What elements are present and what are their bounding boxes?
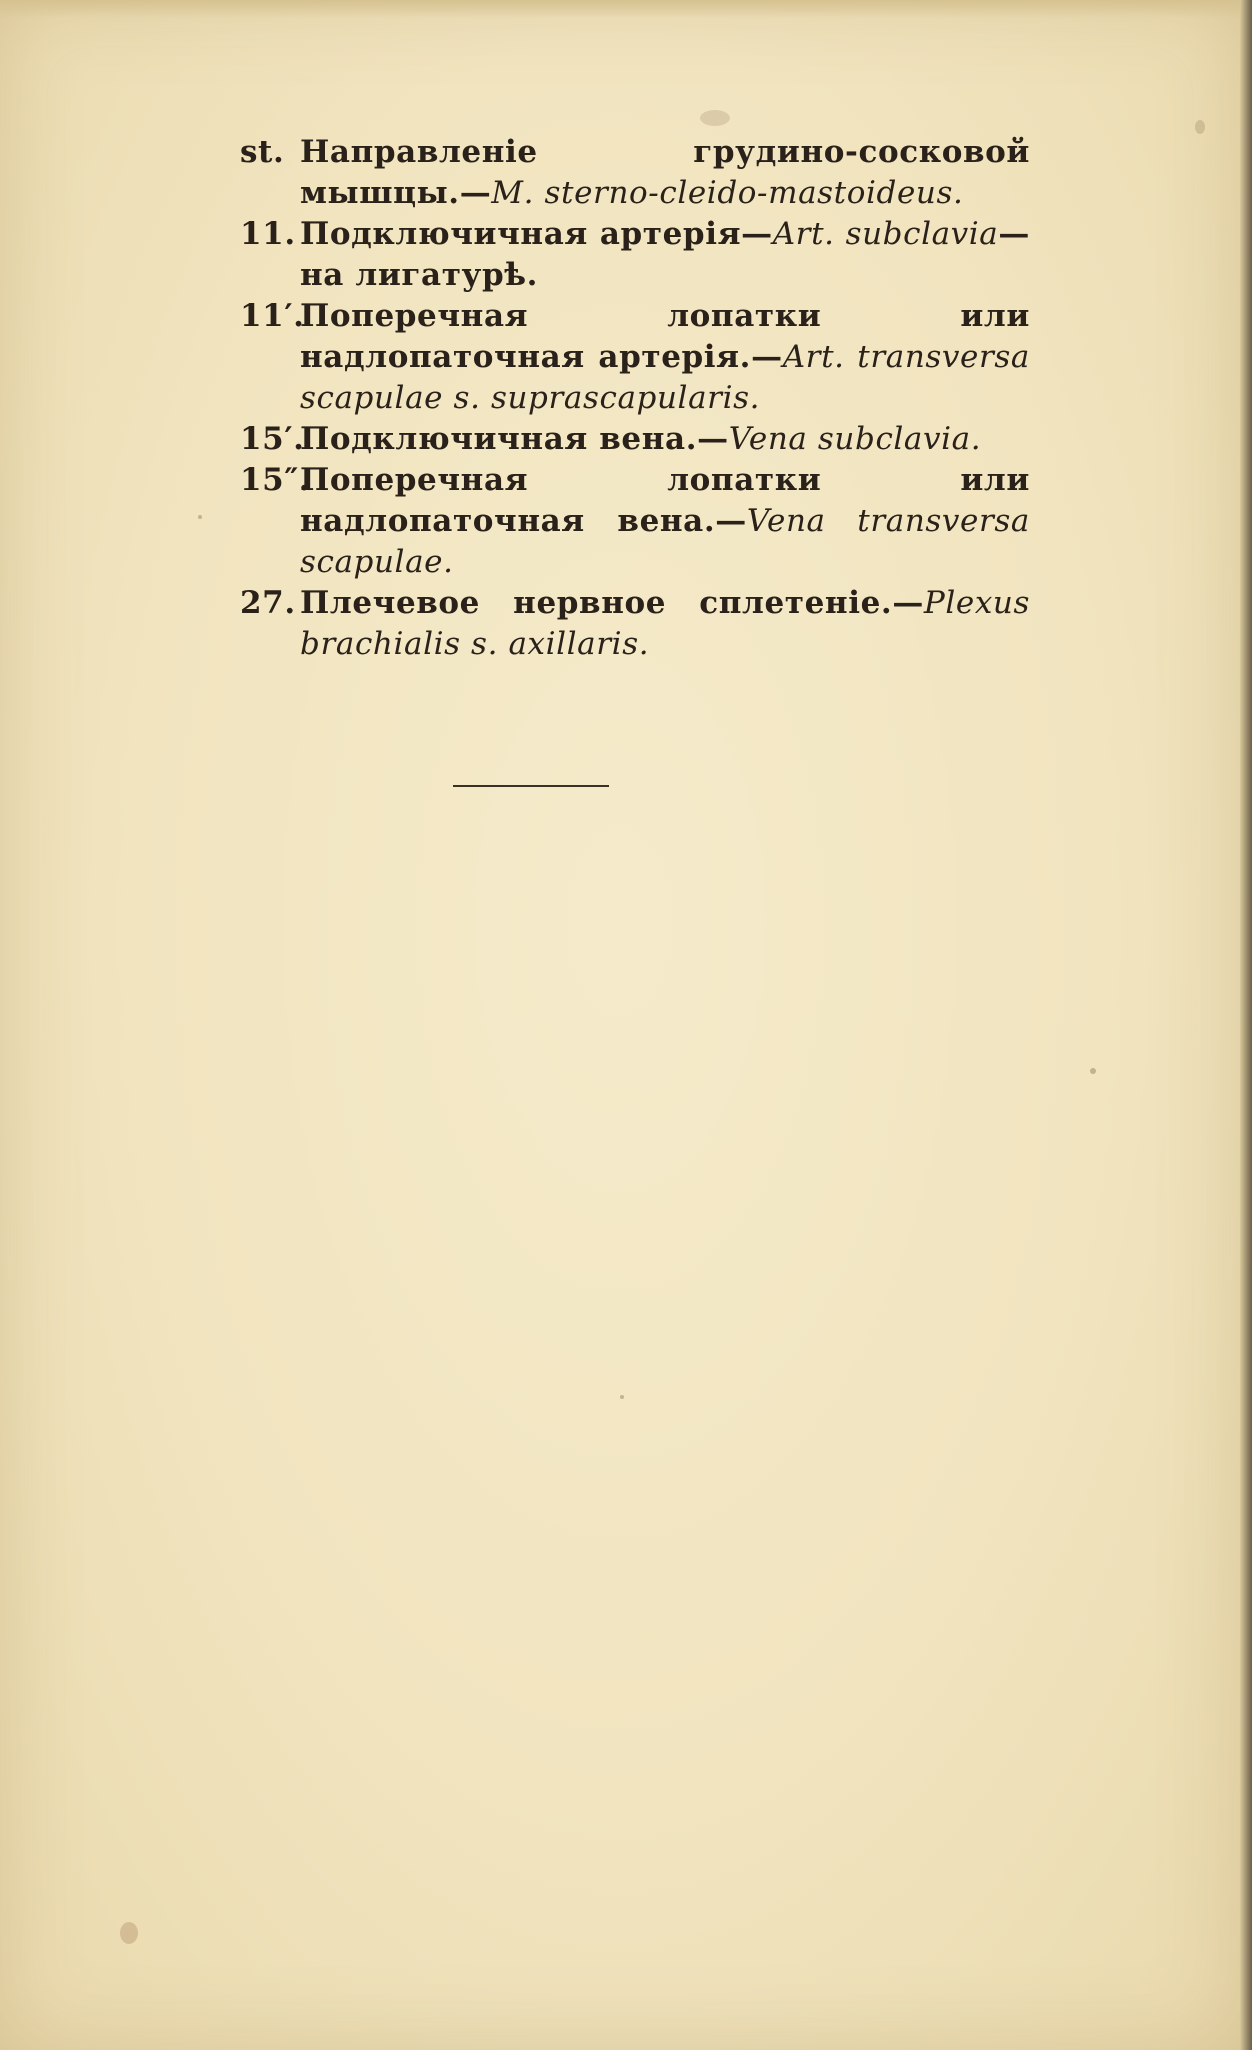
legend-entry-st xyxy=(240,132,1030,214)
entry-number: 15″. xyxy=(240,462,311,498)
entry-russian-text: Направленіе грудино-сосковой мышцы.— xyxy=(300,134,1030,211)
entry-number: 11′. xyxy=(240,298,305,334)
paper-speck xyxy=(700,110,730,126)
legend-entry-15-prime xyxy=(240,419,1030,460)
entry-russian-text: Поперечная лопатки или надлопаточная артерія.— xyxy=(300,298,1030,375)
entry-number: 11. xyxy=(240,216,296,252)
entry-russian-tail: —на лигатурѣ. xyxy=(300,216,1030,293)
paper-speck xyxy=(1090,1068,1096,1074)
page-right-edge xyxy=(1240,0,1252,2050)
entry-russian-text: Плечевое нервное сплетеніе.— xyxy=(300,585,924,621)
legend-entry-27 xyxy=(240,583,1030,665)
entry-latin-text: Vena subclavia. xyxy=(728,421,982,457)
entry-russian-text: Подключичная вена.— xyxy=(300,421,729,457)
entry-latin-text: Vena transversa scapulae. xyxy=(300,503,1030,580)
entry-latin-text: M. sterno-cleido-mastoideus. xyxy=(491,175,964,211)
entry-number: st. xyxy=(240,134,285,170)
page-top-shadow xyxy=(0,0,1240,18)
legend-entry-11 xyxy=(240,214,1030,296)
entry-russian-text: Подключичная артерія— xyxy=(300,216,773,252)
entry-latin-text: Art. subclavia xyxy=(772,216,999,252)
entry-number: 15′. xyxy=(240,421,305,457)
paper-speck xyxy=(620,1395,624,1399)
entry-number: 27. xyxy=(240,585,296,621)
paper-speck xyxy=(120,1922,138,1944)
paper-speck xyxy=(198,515,202,519)
entry-latin-text: Art. transversa scapulae s. suprascapularis. xyxy=(300,339,1031,416)
paper-speck xyxy=(1195,120,1205,134)
legend-entry-11-prime xyxy=(240,296,1030,419)
figure-legend xyxy=(240,132,1030,665)
section-divider-rule xyxy=(453,785,609,787)
legend-entry-15-double-prime xyxy=(240,460,1030,583)
entry-latin-text: Plexus brachialis s. axillaris. xyxy=(300,585,1030,662)
entry-russian-text: Поперечная лопатки или надлопаточная вена.— xyxy=(300,462,1030,539)
